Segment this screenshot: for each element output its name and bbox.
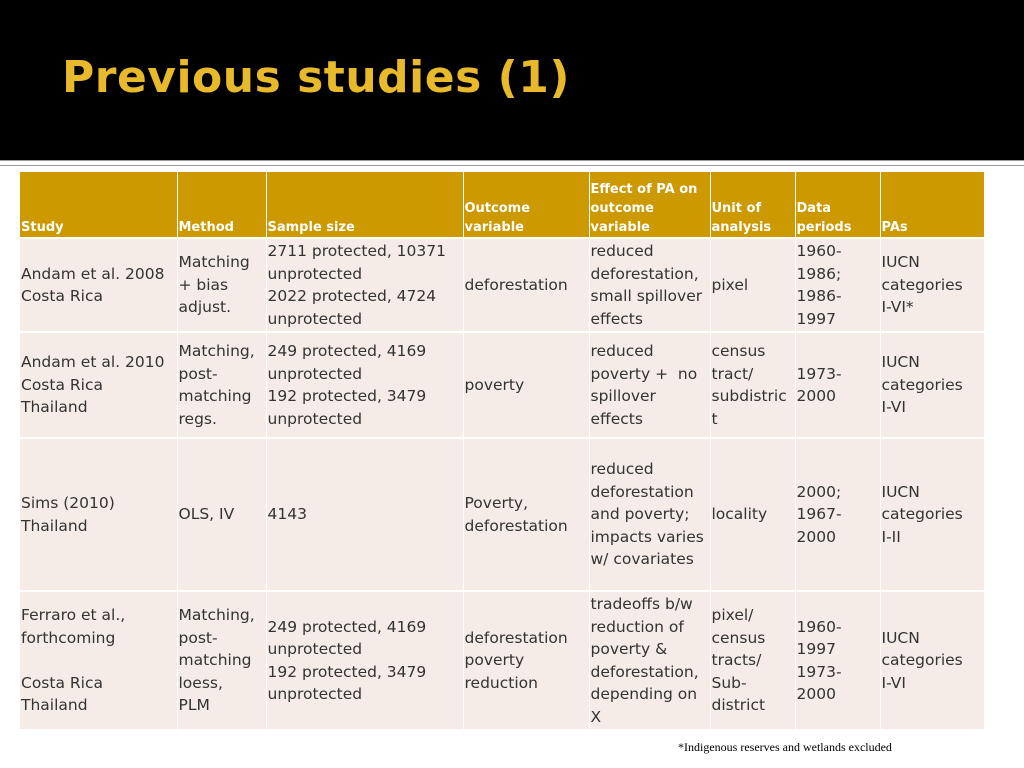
cell-data-periods: 2000; 1967- 2000 [795, 438, 880, 591]
cell-pas: IUCN categories I-VI [880, 332, 984, 438]
cell-sample-size: 2711 protected, 10371 unprotected 2022 protected, 4724 unprotected [266, 238, 463, 332]
cell-outcome: poverty [463, 332, 589, 438]
cell-data-periods: 1960- 1997 1973- 2000 [795, 591, 880, 729]
header-study: Study [20, 172, 177, 238]
cell-effect: reduced deforestation, small spillover effects [589, 238, 710, 332]
cell-study: Ferraro et al., forthcoming Costa Rica Thailand [20, 591, 177, 729]
cell-unit: census tract/ subdistric t [710, 332, 795, 438]
cell-method: Matching, post- matching loess, PLM [177, 591, 266, 729]
cell-outcome: deforestation [463, 238, 589, 332]
header-unit-of-analysis: Unit of analysis [710, 172, 795, 238]
table-row [20, 238, 984, 332]
table-row [20, 591, 984, 729]
cell-outcome: deforestation poverty reduction [463, 591, 589, 729]
cell-pas: IUCN categories I-VI* [880, 238, 984, 332]
slide-title: Previous studies (1) [62, 52, 570, 103]
cell-effect: reduced poverty + no spillover effects [589, 332, 710, 438]
cell-sample-size: 4143 [266, 438, 463, 591]
header-data-periods: Data periods [795, 172, 880, 238]
table-row [20, 438, 984, 591]
cell-method: Matching, post- matching regs. [177, 332, 266, 438]
header-pas: PAs [880, 172, 984, 238]
header-effect-of-pa: Effect of PA on outcome variable [589, 172, 710, 238]
cell-sample-size: 249 protected, 4169 unprotected 192 protected, 3479 unprotected [266, 591, 463, 729]
title-bar [0, 0, 1024, 160]
cell-sample-size: 249 protected, 4169 unprotected 192 protected, 3479 unprotected [266, 332, 463, 438]
cell-data-periods: 1960- 1986; 1986- 1997 [795, 238, 880, 332]
cell-method: OLS, IV [177, 438, 266, 591]
cell-effect: tradeoffs b/w reduction of poverty & deforestation, depending on X [589, 591, 710, 729]
cell-unit: locality [710, 438, 795, 591]
cell-effect: reduced deforestation and poverty; impacts varies w/ covariates [589, 438, 710, 591]
cell-outcome: Poverty, deforestation [463, 438, 589, 591]
header-row [20, 172, 984, 238]
header-method: Method [177, 172, 266, 238]
header-sample-size: Sample size [266, 172, 463, 238]
cell-data-periods: 1973- 2000 [795, 332, 880, 438]
cell-study: Andam et al. 2010 Costa Rica Thailand [20, 332, 177, 438]
slide-content [0, 166, 1024, 768]
cell-unit: pixel [710, 238, 795, 332]
cell-study: Andam et al. 2008 Costa Rica [20, 238, 177, 332]
studies-table [20, 172, 985, 729]
table-row [20, 332, 984, 438]
cell-study: Sims (2010) Thailand [20, 438, 177, 591]
header-outcome-variable: Outcome variable [463, 172, 589, 238]
cell-pas: IUCN categories I-VI [880, 591, 984, 729]
footnote: *Indigenous reserves and wetlands excluded [678, 740, 892, 754]
cell-unit: pixel/ census tracts/ Sub- district [710, 591, 795, 729]
cell-pas: IUCN categories I-II [880, 438, 984, 591]
cell-method: Matching + bias adjust. [177, 238, 266, 332]
